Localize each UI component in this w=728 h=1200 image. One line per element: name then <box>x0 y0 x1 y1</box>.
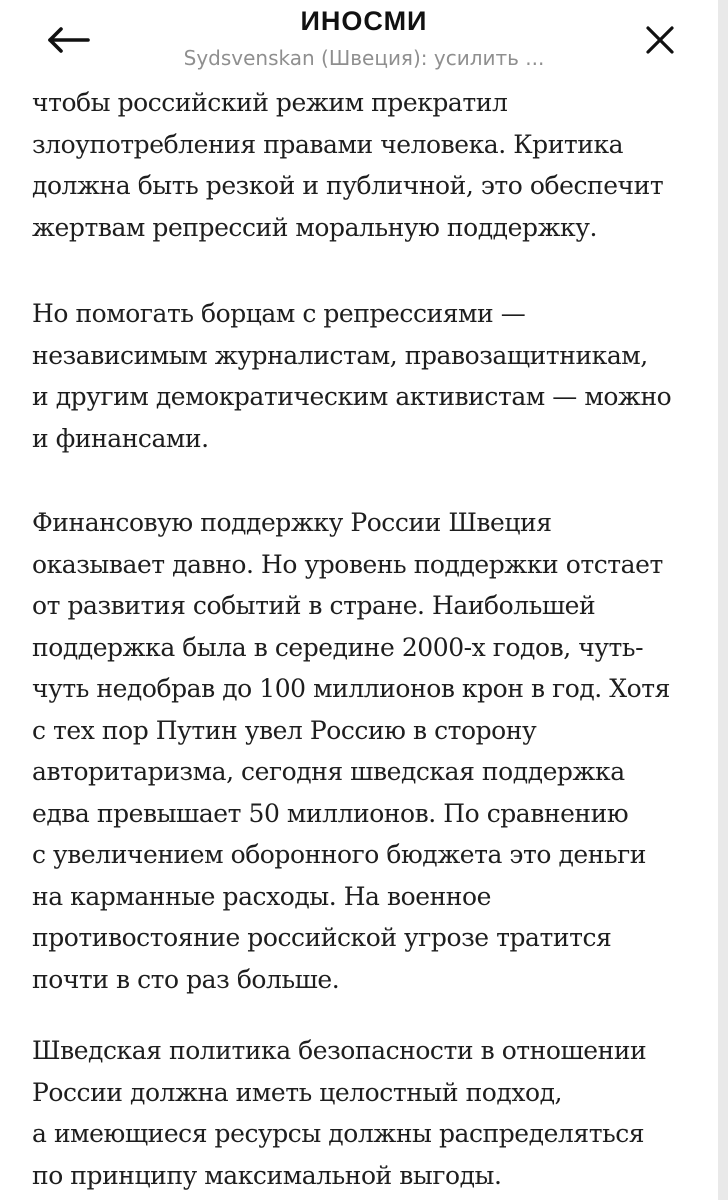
article-source-subtitle: Sydsvenskan (Швеция): усилить ... <box>183 46 545 70</box>
paragraph-line: Но помогать борцам с репрессиями — <box>32 299 526 328</box>
paragraph-line: с увеличением оборонного бюджета это деньги <box>32 840 646 869</box>
paragraph-line: оказывает давно. Но уровень поддержки отстает <box>32 549 663 579</box>
paragraph-line: с тех пор Путин увел Россию в сторону <box>32 715 537 745</box>
article-paragraph <box>32 82 712 248</box>
paragraph-line: по принципу максимальной выгоды. <box>32 1160 502 1190</box>
back-button[interactable] <box>40 18 96 62</box>
close-button[interactable] <box>632 16 688 64</box>
paragraph-line: жертвам репрессий моральную поддержку. <box>32 212 597 242</box>
paragraph-line: должна быть резкой и публичной, это обеспечит <box>32 171 664 200</box>
paragraph-line: едва превышает 50 миллионов. По сравнению <box>32 798 629 828</box>
paragraph-line: авторитаризма, сегодня шведская поддержка <box>32 757 625 786</box>
article-paragraph <box>32 293 712 459</box>
paragraph-line: Финансовую поддержку России Швеция <box>32 508 552 537</box>
paragraph-line: и другим демократическим активистам — можно <box>32 382 672 411</box>
paragraph-line: чуть недобрав до 100 миллионов крон в год. Хотя <box>32 674 670 703</box>
paragraph-line: России должна иметь целостный подход, <box>32 1077 563 1107</box>
paragraph-line: противостояние российской угрозе тратится <box>32 923 612 952</box>
paragraph-line: Шведская политика безопасности в отношении <box>32 1036 647 1065</box>
page-title: ИНОСМИ <box>300 6 428 36</box>
paragraph-line: злоупотребления правами человека. Критика <box>32 129 624 159</box>
paragraph-line: независимым журналистам, правозащитникам, <box>32 340 648 370</box>
paragraph-line: и финансами. <box>32 423 209 453</box>
article-paragraph <box>32 1030 712 1196</box>
paragraph-line: от развития событий в стране. Наибольшей <box>32 591 596 620</box>
app-header <box>0 0 728 88</box>
paragraph-line: почти в сто раз больше. <box>32 964 340 994</box>
paragraph-line: чтобы российский режим прекратил <box>32 88 508 117</box>
article-paragraph <box>32 502 712 1000</box>
scroll-edge <box>718 0 728 1200</box>
close-icon <box>645 25 675 55</box>
arrow-left-icon <box>46 26 90 54</box>
paragraph-line: а имеющиеся ресурсы должны распределяться <box>32 1119 645 1148</box>
paragraph-line: на карманные расходы. На военное <box>32 881 491 911</box>
paragraph-line: поддержка была в середине 2000-х годов, чуть- <box>32 632 644 662</box>
